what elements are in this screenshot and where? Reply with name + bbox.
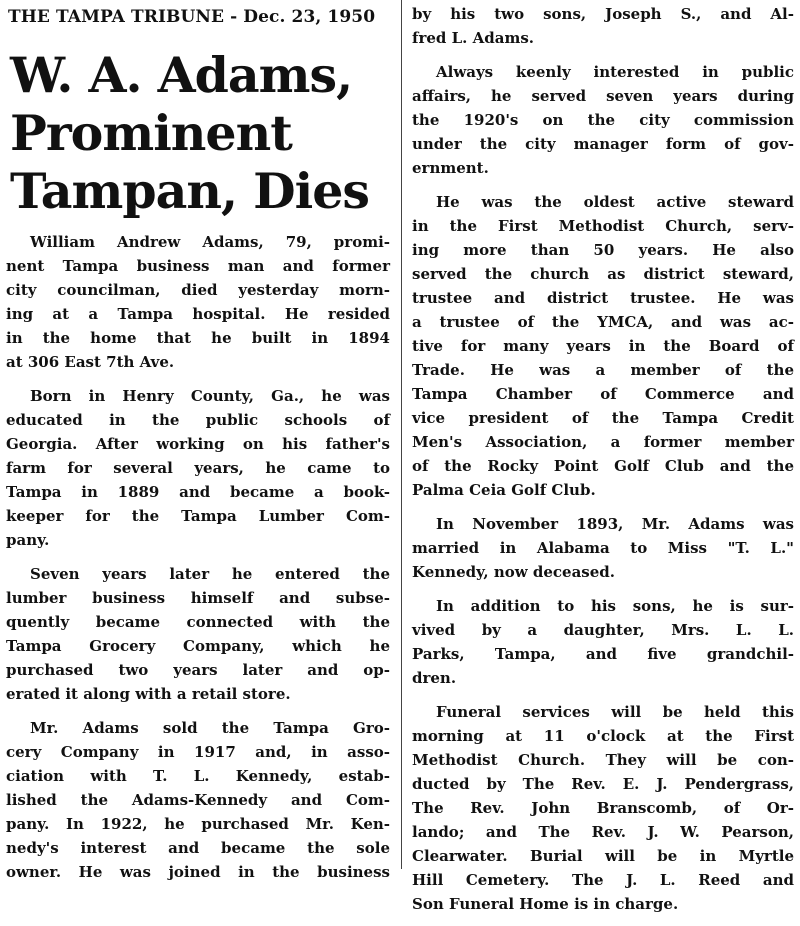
- text-line: Funeral services will be held this: [436, 703, 794, 721]
- article-paragraph: [412, 594, 794, 690]
- text-line: city councilman, died yesterday morn-: [6, 281, 390, 299]
- text-line: vice president of the Tampa Credit: [412, 409, 794, 427]
- text-line: ducted by The Rev. E. J. Pendergrass,: [412, 775, 794, 793]
- article-paragraph: [412, 2, 794, 50]
- text-line: Always keenly interested in public: [436, 63, 794, 81]
- text-line: Parks, Tampa, and five grandchil-: [412, 645, 794, 663]
- text-line: served the church as district steward,: [412, 265, 794, 283]
- article-paragraph: [412, 700, 794, 916]
- headline-line: W. A. Adams,: [10, 46, 353, 104]
- text-line: Seven years later he entered the: [30, 565, 390, 583]
- text-line: Methodist Church. They will be con-: [412, 751, 794, 769]
- article-paragraph: [6, 384, 390, 552]
- headline-line: Tampan, Dies: [10, 162, 369, 220]
- text-line: pany. In 1922, he purchased Mr. Ken-: [6, 815, 390, 833]
- article-paragraph: [6, 716, 390, 884]
- text-line: Palma Ceia Golf Club.: [412, 481, 596, 499]
- dateline: THE TAMPA TRIBUNE - Dec. 23, 1950: [8, 7, 376, 27]
- text-line: He was the oldest active steward: [436, 193, 794, 211]
- text-line: nent Tampa business man and former: [6, 257, 390, 275]
- text-line: in the home that he built in 1894: [6, 329, 390, 347]
- text-line: owner. He was joined in the business: [6, 863, 390, 881]
- text-line: married in Alabama to Miss "T. L.": [412, 539, 794, 557]
- text-line: Born in Henry County, Ga., he was: [30, 387, 390, 405]
- text-line: ing at a Tampa hospital. He resided: [6, 305, 390, 323]
- text-line: tive for many years in the Board of: [412, 337, 794, 355]
- text-line: The Rev. John Branscomb, of Or-: [412, 799, 794, 817]
- text-line: Trade. He was a member of the: [412, 361, 794, 379]
- text-line: fred L. Adams.: [412, 29, 534, 47]
- article-paragraph: [6, 562, 390, 706]
- text-line: a trustee of the YMCA, and was ac-: [412, 313, 794, 331]
- text-line: Clearwater. Burial will be in Myrtle: [412, 847, 794, 865]
- text-line: lando; and The Rev. J. W. Pearson,: [412, 823, 794, 841]
- text-line: Georgia. After working on his father's: [6, 435, 390, 453]
- text-line: erated it along with a retail store.: [6, 685, 291, 703]
- left-column-body: [6, 230, 390, 884]
- text-line: in the First Methodist Church, serv-: [412, 217, 794, 235]
- text-line: vived by a daughter, Mrs. L. L.: [412, 621, 794, 639]
- text-line: morning at 11 o'clock at the First: [412, 727, 794, 745]
- column-divider: [401, 0, 402, 869]
- text-line: under the city manager form of gov-: [412, 135, 794, 153]
- text-line: Tampa Grocery Company, which he: [6, 637, 390, 655]
- text-line: of the Rocky Point Golf Club and the: [412, 457, 794, 475]
- article-paragraph: [6, 230, 390, 374]
- text-line: cery Company in 1917 and, in asso-: [6, 743, 390, 761]
- text-line: farm for several years, he came to: [6, 459, 390, 477]
- text-line: affairs, he served seven years during: [412, 87, 794, 105]
- text-line: Tampa in 1889 and became a book-: [6, 483, 390, 501]
- text-line: Mr. Adams sold the Tampa Gro-: [30, 719, 390, 737]
- text-line: quently became connected with the: [6, 613, 390, 631]
- text-line: dren.: [412, 669, 457, 687]
- text-line: ing more than 50 years. He also: [412, 241, 794, 259]
- text-line: ciation with T. L. Kennedy, estab-: [6, 767, 390, 785]
- text-line: purchased two years later and op-: [6, 661, 390, 679]
- text-line: the 1920's on the city commission: [412, 111, 794, 129]
- text-line: keeper for the Tampa Lumber Com-: [6, 507, 390, 525]
- right-column: [412, 2, 794, 926]
- text-line: nedy's interest and became the sole: [6, 839, 390, 857]
- text-line: ernment.: [412, 159, 489, 177]
- text-line: lished the Adams-Kennedy and Com-: [6, 791, 390, 809]
- text-line: Son Funeral Home is in charge.: [412, 895, 679, 913]
- text-line: trustee and district trustee. He was: [412, 289, 794, 307]
- right-column-body: [412, 2, 794, 916]
- article-paragraph: [412, 190, 794, 502]
- text-line: Kennedy, now deceased.: [412, 563, 615, 581]
- text-line: lumber business himself and subse-: [6, 589, 390, 607]
- text-line: Hill Cemetery. The J. L. Reed and: [412, 871, 794, 889]
- text-line: In November 1893, Mr. Adams was: [436, 515, 794, 533]
- article-paragraph: [412, 512, 794, 584]
- text-line: by his two sons, Joseph S., and Al-: [412, 5, 794, 23]
- article-paragraph: [412, 60, 794, 180]
- text-line: educated in the public schools of: [6, 411, 390, 429]
- text-line: at 306 East 7th Ave.: [6, 353, 175, 371]
- text-line: pany.: [6, 531, 50, 549]
- text-line: Tampa Chamber of Commerce and: [412, 385, 794, 403]
- text-line: Men's Association, a former member: [412, 433, 794, 451]
- left-column: [6, 6, 390, 894]
- headline-line: Prominent: [10, 104, 292, 162]
- text-line: William Andrew Adams, 79, promi-: [30, 233, 390, 251]
- headline: [10, 46, 390, 220]
- text-line: In addition to his sons, he is sur-: [436, 597, 794, 615]
